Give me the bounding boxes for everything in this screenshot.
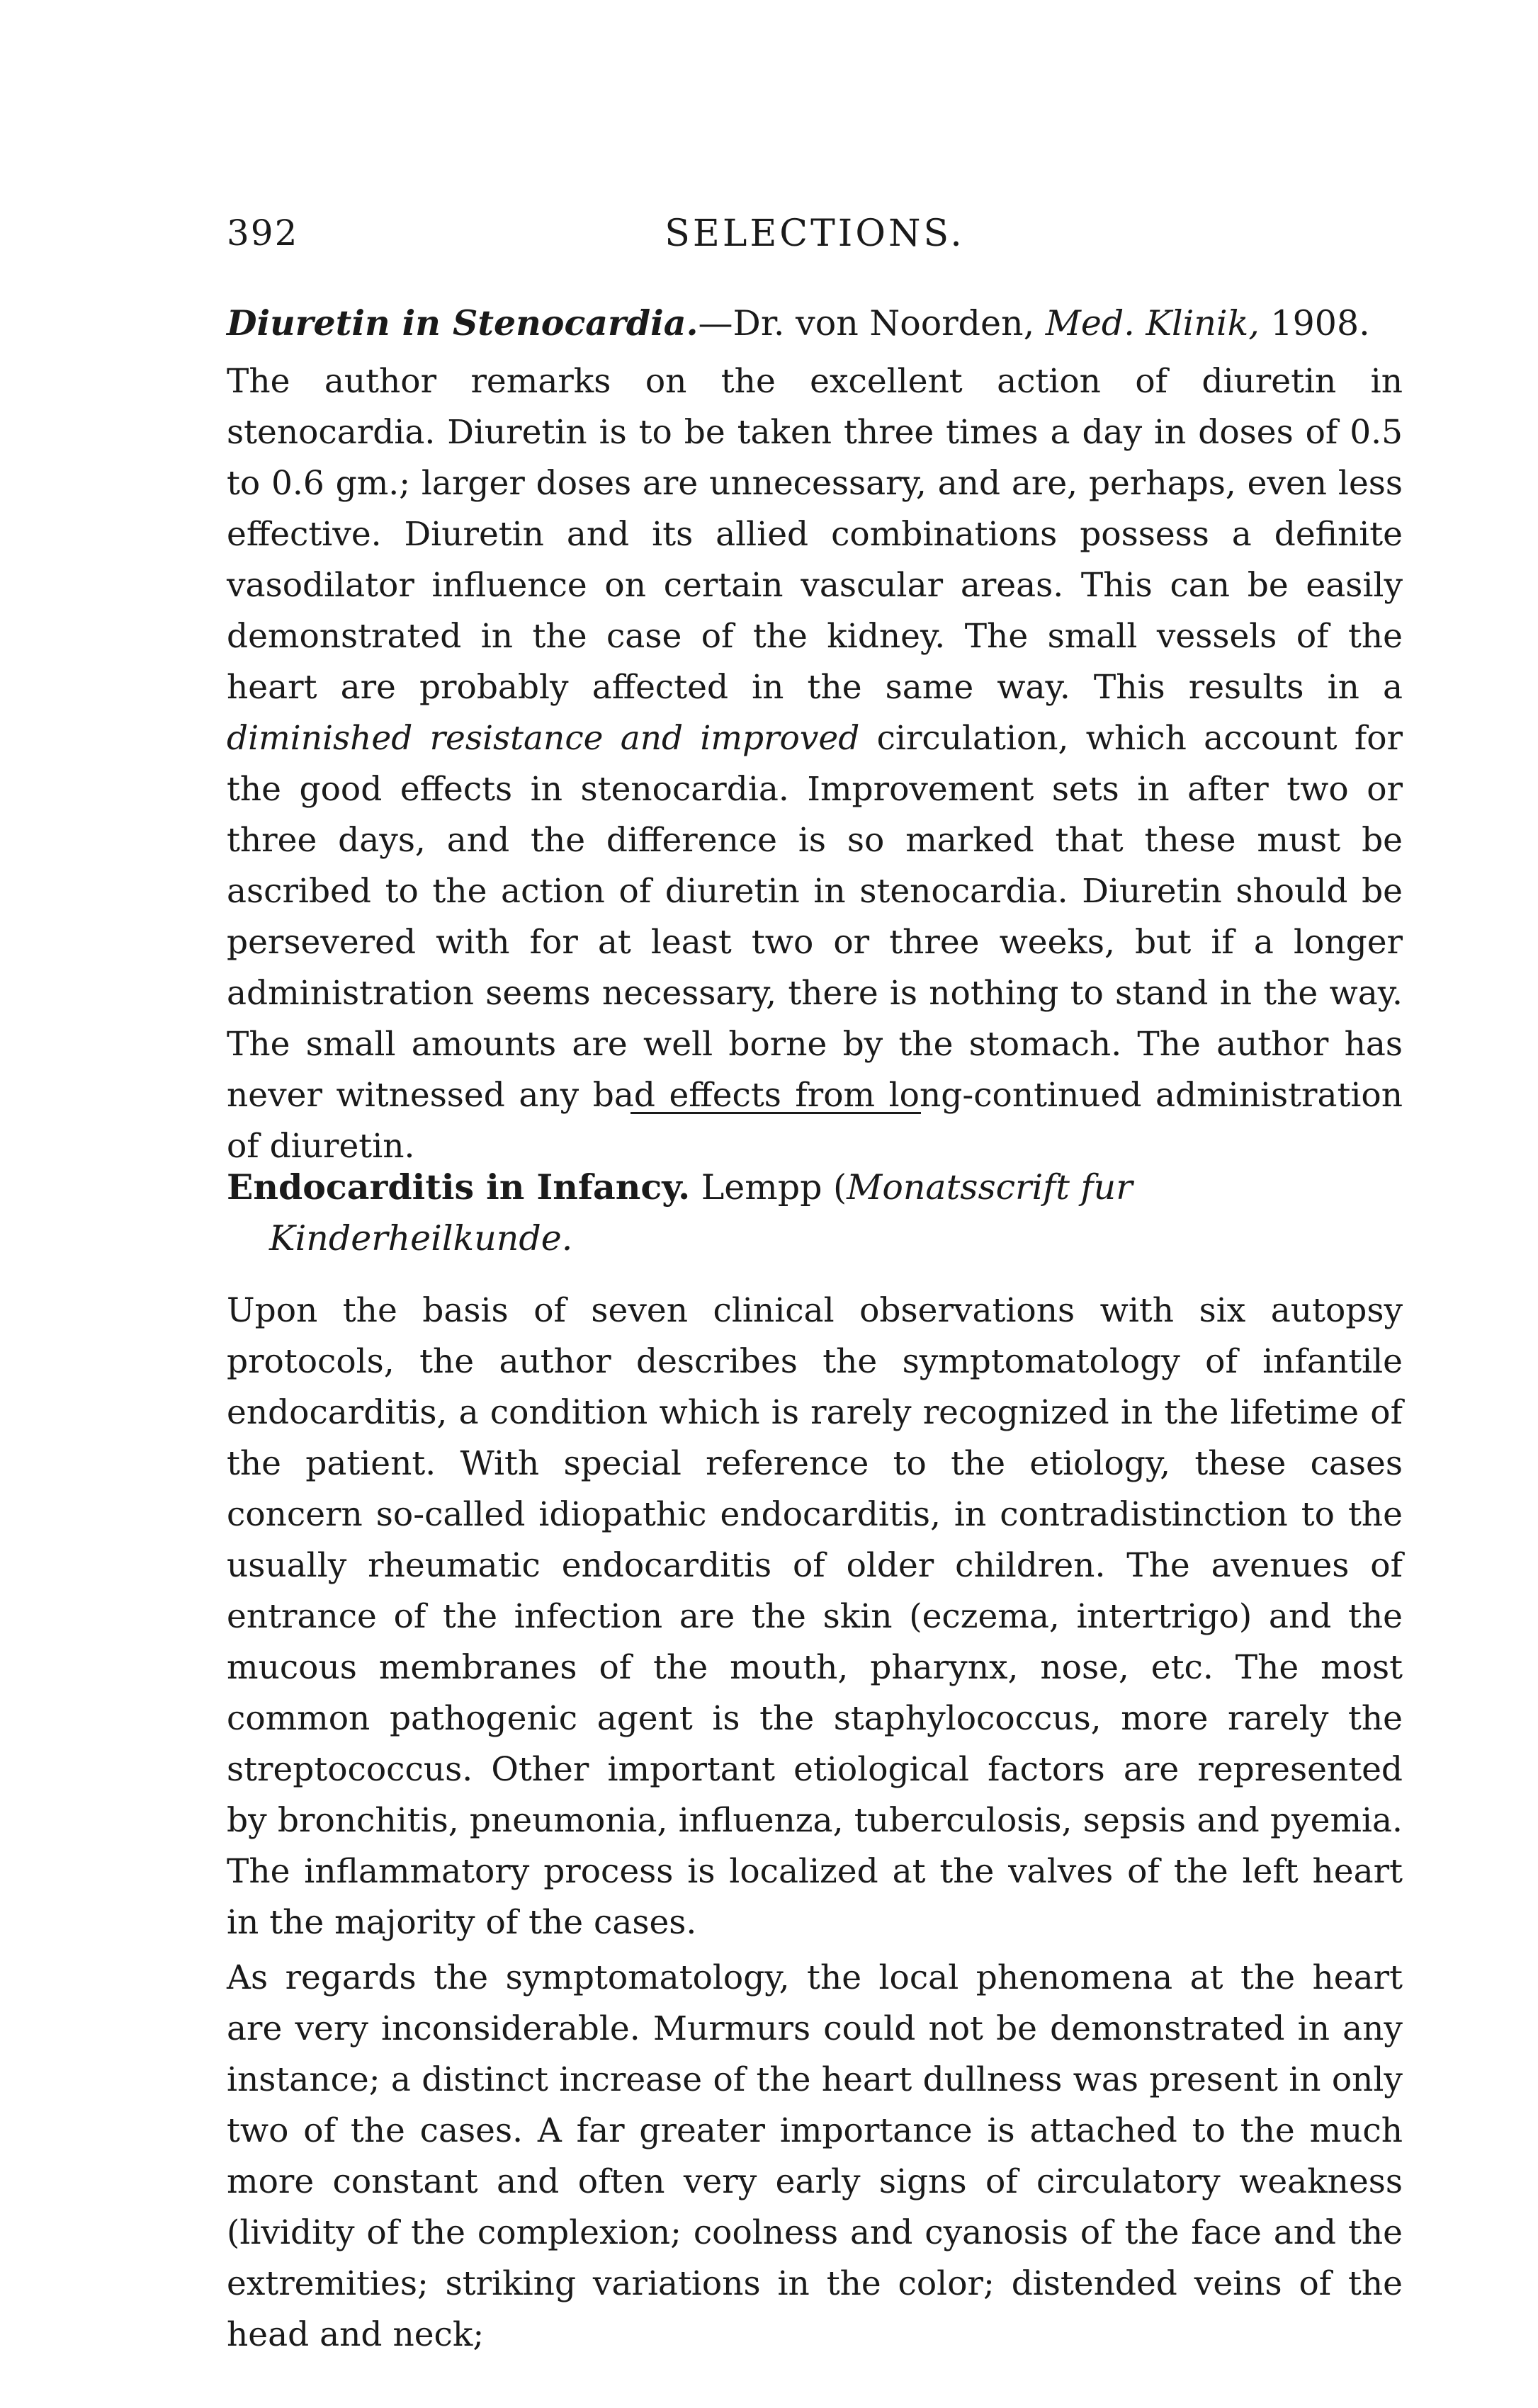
article-diuretin [227,297,1403,1172]
section-divider [631,1112,921,1114]
article-paragraph: Upon the basis of seven clinical observations with six autopsy protocols, the author describes the symptomatology of infantile endocarditis, a condition which is rarely recognized in the lifetime of the patient. With special reference to the etiology, these cases concern so-called idiopathic endocarditis, in contradistinction to the usually rheumatic endocarditis of older children. The avenues of entrance of the infection are the skin (eczema, intertrigo) and the mucous membranes of the mouth, pharynx, nose, etc. The most common pathogenic agent is the staphylococcus, more rarely the streptococcus. Other important etiological factors are represented by bronchitis, pneumonia, influenza, tuberculosis, sepsis and pyemia. The inflammatory process is localized at the valves of the left heart in the majority of the cases. [227,1291,1403,1942]
page-number: 392 [227,212,299,254]
article-year: 1908. [1259,303,1370,343]
article-endocarditis [227,1162,1403,2361]
article-heading [227,1162,1403,1264]
article-heading [227,297,1403,349]
article-title: Endocarditis in Infancy. [227,1166,691,1208]
article-author: Lempp ( [690,1167,847,1208]
running-title: SELECTIONS. [665,212,965,255]
article-source: Med. Klinik, [1045,303,1260,343]
running-head [227,212,1403,269]
article-source: Monatsscrift fur Kinderheilkunde. [269,1167,1133,1259]
book-page [227,0,1403,2408]
article-author: —Dr. von Noorden, [698,303,1046,343]
paragraph-emphasis: diminished resistance and improved [227,719,860,758]
article-title: Diuretin in Stenocardia. [227,302,699,343]
article-paragraph: As regards the symptomatology, the local phenomena at the heart are very inconsiderable. Murmurs could not be demonstrated in any instance; a distinct increase of the heart dullness was present in only two of the cases. A far greater importance is attached to the much more constant and often very early signs of circulatory weakness (lividity of the complexion; coolness and cyanosis of the face and the extremities; striking variations in the color; distended veins of the head and neck; [227,1958,1403,2354]
paragraph-text: The author remarks on the excellent action of diuretin in stenocardia. Diuretin is to be taken three times a day in doses of 0.5 to 0.6 gm.; larger doses are unnecessary, and are, perhaps, even less effective. Diuretin and its allied combinations possess a definite vasodilator influence on certain vascular areas. This can be easily demonstrated in the case of the kidney. The small vessels of the heart are probably affected in the same way. This results in a [227,362,1403,707]
paragraph-text: circulation, which account for the good effects in stenocardia. Improvement sets in after two or three days, and the difference is so marked that these must be ascribed to the action of diuretin in stenocardia. Diuretin should be persevered with for at least two or three weeks, but if a longer administration seems necessary, there is nothing to stand in the way. The small amounts are well borne by the stomach. The author has never witnessed any bad effects from long-continued administration of diuretin. [227,719,1403,1166]
article-paragraph [227,356,1403,1172]
